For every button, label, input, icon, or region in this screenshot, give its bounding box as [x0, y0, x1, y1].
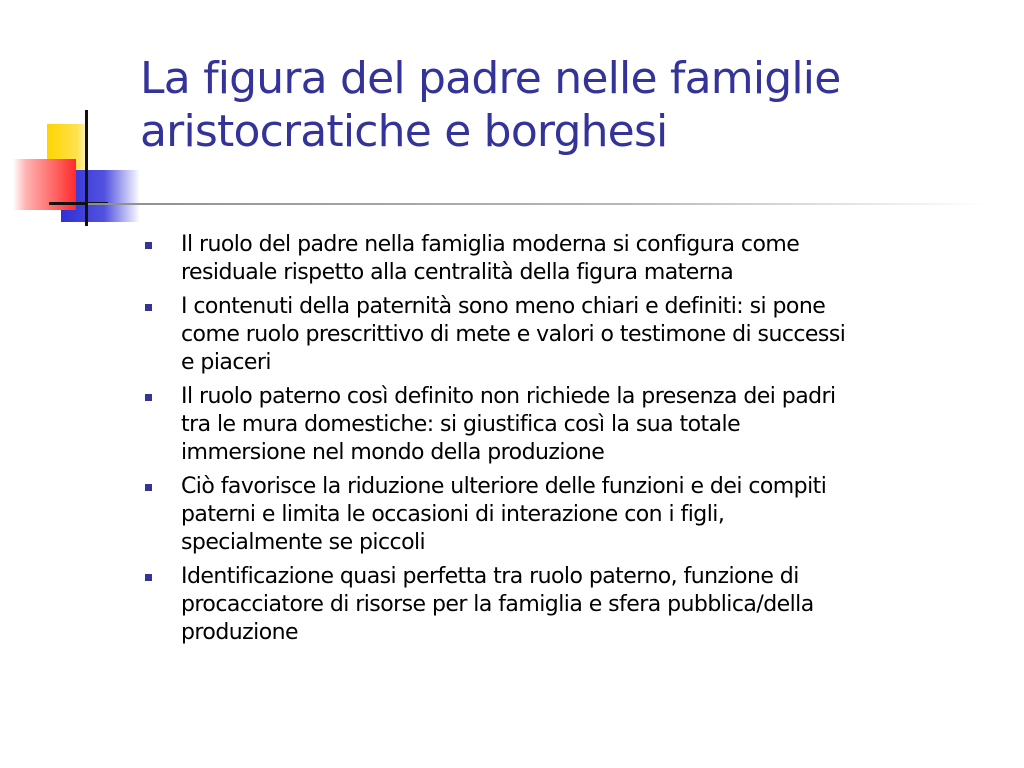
bullet-text-line: Identificazione quasi perfetta tra ruolo paterno, funzione di — [181, 564, 799, 589]
bullet-text-line: residuale rispetto alla centralità della figura materna — [181, 260, 734, 285]
square-bullet-icon — [145, 394, 152, 401]
square-bullet-icon — [145, 304, 152, 311]
bullet-item — [144, 473, 994, 557]
slide-title — [140, 52, 1000, 158]
bullet-text-line: come ruolo prescrittivo di mete e valori o testimone di successi — [181, 322, 846, 347]
square-bullet-icon — [145, 574, 152, 581]
bullet-list — [144, 231, 994, 653]
square-bullet-icon — [145, 242, 152, 249]
bullet-text-line: paterni e limita le occasioni di interazione con i figli, — [181, 502, 725, 527]
bullet-text-line: e piaceri — [181, 350, 271, 375]
bullet-item — [144, 383, 994, 467]
slide-title-line: La figura del padre nelle famiglie — [140, 53, 841, 104]
square-bullet-icon — [145, 484, 152, 491]
bullet-text-line: Il ruolo paterno così definito non richiede la presenza dei padri — [181, 384, 836, 409]
bullet-item — [144, 563, 994, 647]
bullet-item — [144, 231, 994, 287]
bullet-text-line: Il ruolo del padre nella famiglia moderna si configura come — [181, 232, 800, 257]
bullet-text-line: procacciatore di risorse per la famiglia e sfera pubblica/della — [181, 592, 814, 617]
bullet-text-line: tra le mura domestiche: si giustifica così la sua totale — [181, 412, 741, 437]
bullet-text-line: Ciò favorisce la riduzione ulteriore delle funzioni e dei compiti — [181, 474, 827, 499]
slide-title-line: aristocratiche e borghesi — [140, 106, 668, 157]
bullet-text-line: I contenuti della paternità sono meno chiari e definiti: si pone — [181, 294, 826, 319]
bullet-text-line: produzione — [181, 620, 298, 645]
bullet-item — [144, 293, 994, 377]
bullet-text-line: specialmente se piccoli — [181, 530, 426, 555]
title-divider — [88, 203, 988, 205]
bullet-text-line: immersione nel mondo della produzione — [181, 440, 605, 465]
